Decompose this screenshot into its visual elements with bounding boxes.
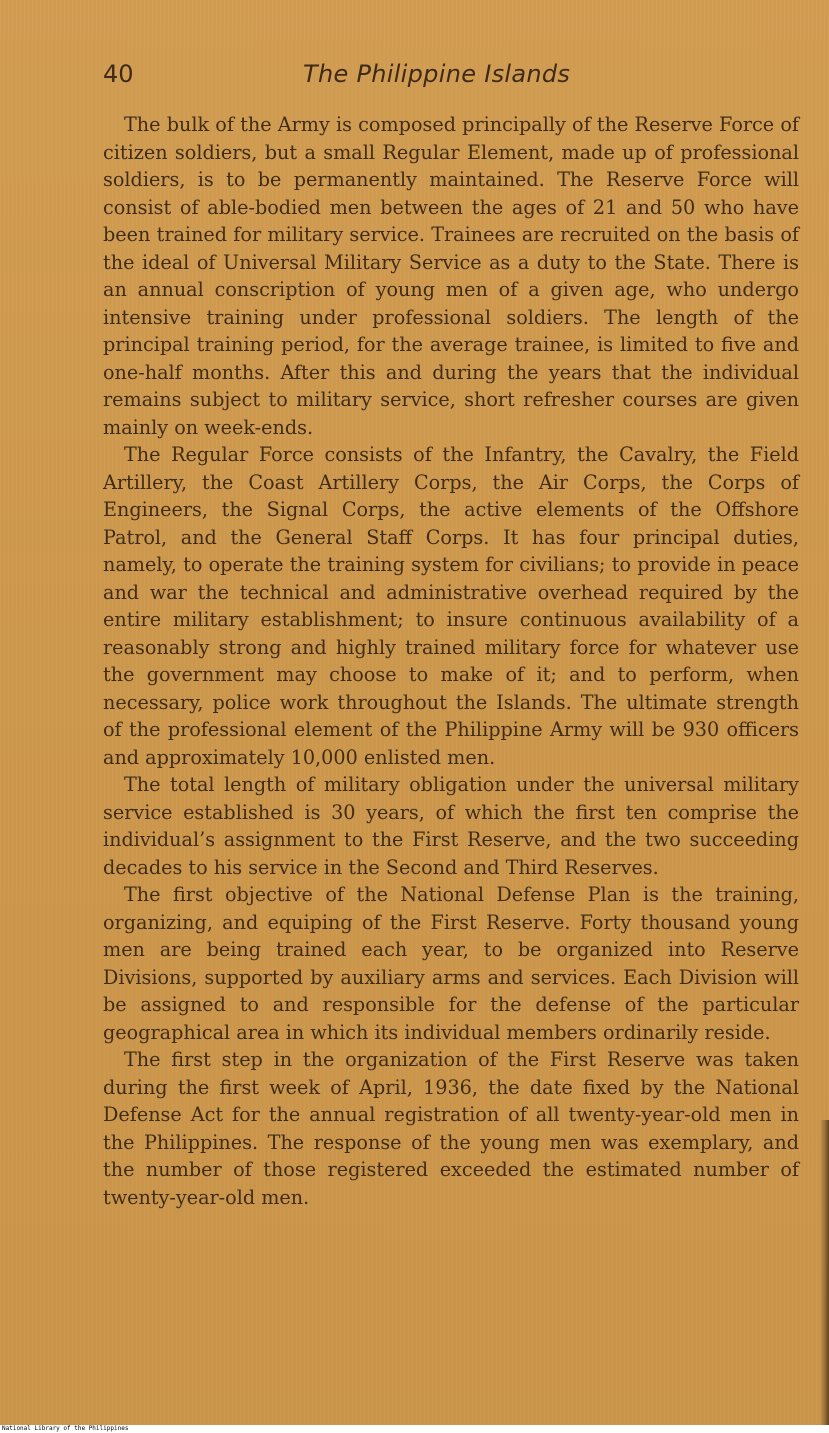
body-text [103, 111, 799, 1211]
page-edge-shadow [820, 1120, 829, 1425]
paragraph-first-objective: The first objective of the National Defense Plan is the training, organizing, and equiping of the First Reserve. Forty thousand young men are being trained each year, to be organized into Reserve Divisions, supported by auxiliary arms and services. Each Division will be assigned to and responsible for the defense of the particular geographical area in which its individual members ordinarily reside. [103, 883, 799, 1044]
running-title: The Philippine Islands [303, 60, 571, 88]
page-header [103, 60, 799, 96]
paragraph-army-composition: The bulk of the Army is composed principally of the Reserve Force of citizen soldiers, but a small Regular Element, made up of professional soldiers, is to be permanently maintained. The Reserve Force will consist of able-bodied men between the ages of 21 and 50 who have been trained for military service. Trainees are recruited on the basis of the ideal of Universal Military Service as a duty to the State. There is an annual conscription of young men of a given age, who undergo intensive training under professional soldiers. The length of the principal training period, for the average trainee, is limited to five and one-half months. After this and during the years that the individual remains subject to military service, short refresher courses are given mainly on week-ends. [103, 113, 799, 439]
paragraph-first-step: The first step in the organization of the First Reserve was taken during the first week of April, 1936, the date fixed by the National Defense Act for the annual registration of all twenty-year-old men in the Philippines. The response of the young men was exemplary, and the number of those registered exceeded the estimated number of twenty-year-old men. [103, 1048, 799, 1209]
page-number: 40 [103, 60, 134, 88]
library-credit: National Library of the Philippines [2, 1425, 129, 1432]
paragraph-military-obligation: The total length of military obligation under the universal military service established is 30 years, of which the first ten comprise the individual’s assignment to the First Reserve, and the two succeeding decades to his service in the Second and Third Reserves. [103, 773, 799, 879]
paragraph-regular-force: The Regular Force consists of the Infantry, the Cavalry, the Field Artillery, the Coast Artillery Corps, the Air Corps, the Corps of Engineers, the Signal Corps, the active elements of the Offshore Patrol, and the General Staff Corps. It has four principal duties, namely, to operate the training system for civilians; to provide in peace and war the technical and administrative overhead required by the entire military establishment; to insure continuous availability of a reasonably strong and highly trained military force for whatever use the government may choose to make of it; and to perform, when necessary, police work throughout the Islands. The ultimate strength of the professional element of the Philippine Army will be 930 officers and approximately 10,000 enlisted men. [103, 443, 799, 769]
